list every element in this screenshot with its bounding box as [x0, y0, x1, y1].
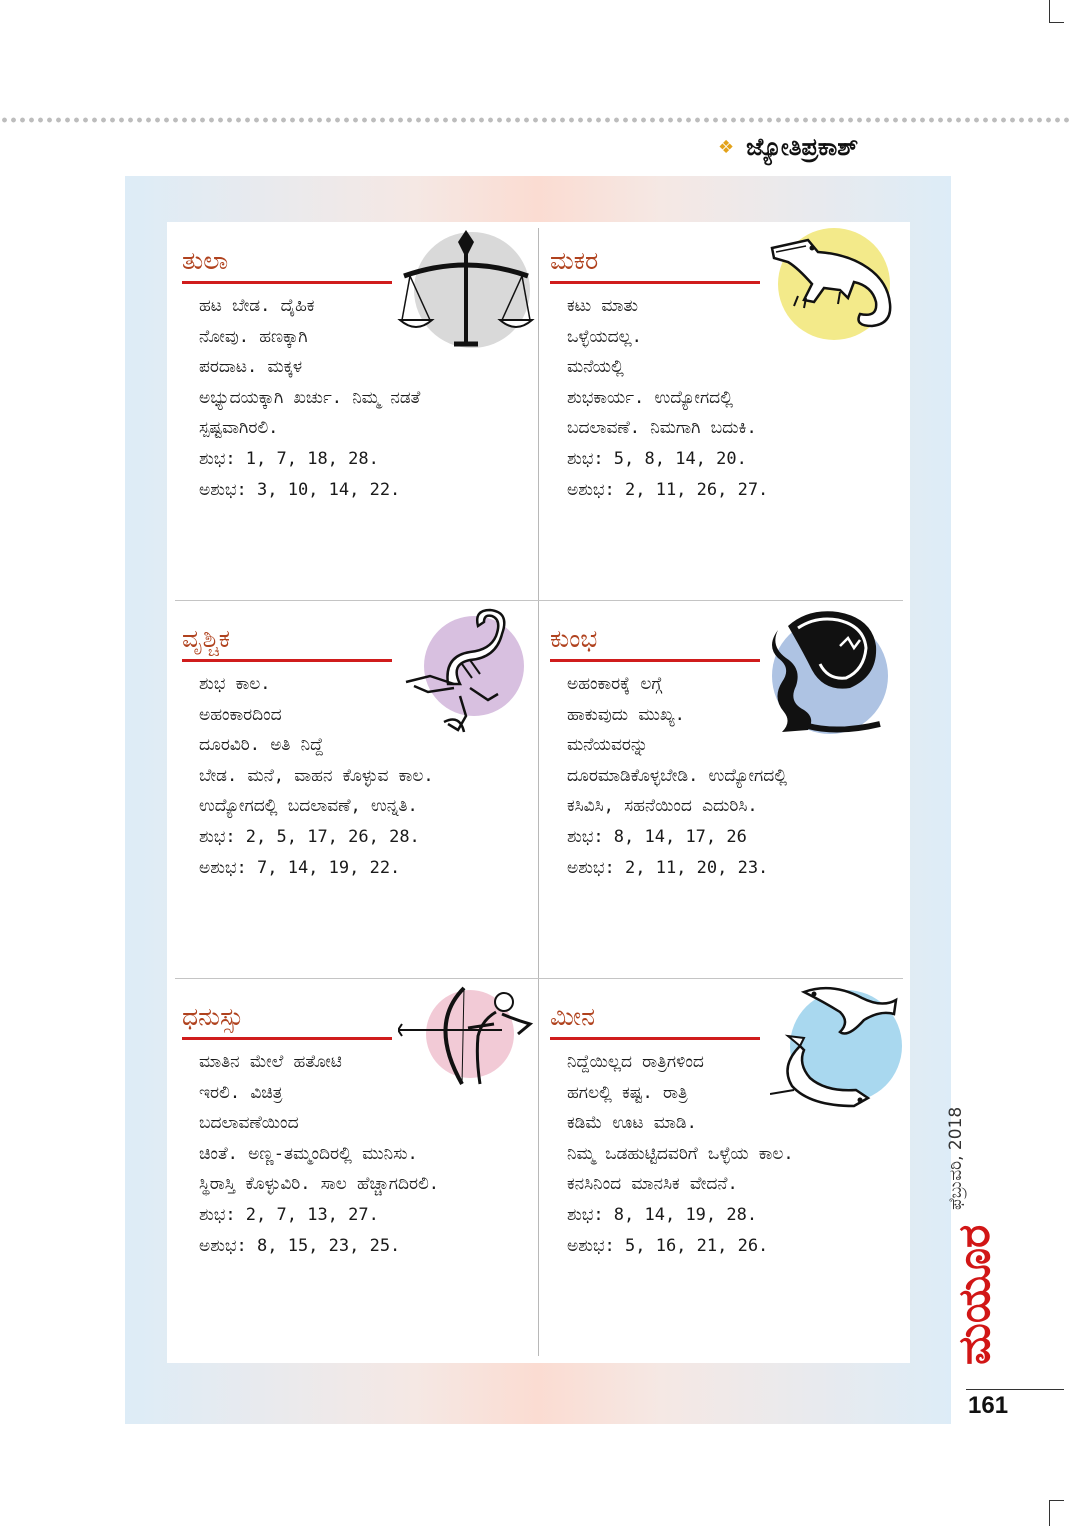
- text-line: ಕಡಿಮೆ ಊಟ ಮಾಡಿ.: [567, 1113, 697, 1134]
- text-line: ಬದಲಾವಣೆಯಿಂದ: [199, 1113, 299, 1134]
- text-line: ನಿಮ್ಮ ಒಡಹುಟ್ಟಿದವರಿಗೆ ಒಳ್ಳೆಯ ಕಾಲ.: [567, 1143, 794, 1164]
- text-line: ದೂರವಿರಿ. ಅತಿ ನಿದ್ದೆ: [199, 735, 324, 756]
- unlucky-numbers: ಅಶುಭ: 5, 16, 21, 26.: [567, 1235, 769, 1256]
- page-number-rule: [966, 1389, 1064, 1390]
- sign-rule: [182, 659, 392, 662]
- text-line: ಹಾಕುವುದು ಮುಖ್ಯ.: [567, 704, 685, 725]
- text-line: ಪರದಾಟ. ಮಕ್ಕಳ: [199, 357, 303, 378]
- sign-name: ತುಲಾ: [182, 246, 229, 275]
- text-line: ಮನೆಯಲ್ಲಿ: [567, 357, 624, 378]
- issue-date: ಫೆಬ್ರುವರಿ, 2018: [946, 1106, 966, 1210]
- text-line: ಉದ್ಯೋಗದಲ್ಲಿ ಬದಲಾವಣೆ, ಉನ್ನತಿ.: [199, 796, 418, 817]
- lucky-numbers: ಶುಭ: 2, 7, 13, 27.: [199, 1204, 379, 1225]
- row-divider: [175, 978, 903, 979]
- section-header: [718, 130, 938, 164]
- text-line: ಕಟು ಮಾತು: [567, 296, 638, 316]
- text-line: ಕಸಿವಿಸಿ, ಸಹನೆಯಿಂದ ಎದುರಿಸಿ.: [567, 796, 758, 817]
- sign-name: ಧನುಸ್ಸು: [182, 1002, 244, 1031]
- text-line: ಸ್ಪಷ್ಟವಾಗಿರಲಿ.: [199, 418, 279, 439]
- text-line: ಶುಭಕಾರ್ಯ. ಉದ್ಯೋಗದಲ್ಲಿ: [567, 387, 733, 408]
- lucky-numbers: ಶುಭ: 2, 5, 17, 26, 28.: [199, 826, 420, 847]
- crop-mark-bottom: [1049, 1500, 1064, 1526]
- scorpion-icon: [400, 604, 530, 738]
- text-line: ಇರಲಿ. ವಿಚಿತ್ರ: [199, 1082, 283, 1103]
- text-line: ಕನಸಿನಿಂದ ಮಾನಸಿಕ ವೇದನೆ.: [567, 1174, 738, 1195]
- unlucky-numbers: ಅಶುಭ: 3, 10, 14, 22.: [199, 479, 401, 500]
- text-line: ಅಹಂಕಾರದಿಂದ: [199, 704, 282, 725]
- row-divider: [175, 600, 903, 601]
- sign-name: ಮೀನ: [550, 1002, 596, 1031]
- text-line: ಹಟ ಬೇಡ. ದೈಹಿಕ: [199, 296, 315, 316]
- sign-rule: [182, 281, 392, 284]
- text-line: ಬೇಡ. ಮನೆ, ವಾಹನ ಕೊಳ್ಳುವ ಕಾಲ.: [199, 765, 434, 786]
- text-line: ಅಭ್ಯುದಯಕ್ಕಾಗಿ ಖರ್ಚು. ನಿಮ್ಮ ನಡತೆ: [199, 387, 421, 408]
- text-line: ಶುಭ ಕಾಲ.: [199, 674, 271, 694]
- capricorn-crocodile-icon: [768, 228, 908, 352]
- text-line: ಹಗಲಲ್ಲಿ ಕಷ್ಟ. ರಾತ್ರಿ: [567, 1082, 688, 1103]
- unlucky-numbers: ಅಶುಭ: 8, 15, 23, 25.: [199, 1235, 401, 1256]
- diamond-bullet-icon: ❖: [718, 136, 735, 158]
- text-line: ನೋವು. ಹಣಕ್ಕಾಗಿ: [199, 326, 308, 347]
- text-line: ಬದಲಾವಣೆ. ನಿಮಗಾಗಿ ಬದುಕಿ.: [567, 418, 757, 439]
- text-line: ಚಿಂತೆ. ಅಣ್ಣ-ತಮ್ಮಂದಿರಲ್ಲಿ ಮುನಿಸು.: [199, 1143, 418, 1164]
- text-line: ಒಳ್ಳೆಯದಲ್ಲ.: [567, 326, 642, 347]
- text-line: ನಿದ್ದೆಯಿಲ್ಲದ ರಾತ್ರಿಗಳಿಂದ: [567, 1052, 704, 1072]
- sign-name: ಮಕರ: [550, 246, 599, 275]
- magazine-logo: ಮಯೂರ: [949, 1224, 1000, 1365]
- sagittarius-archer-icon: [398, 984, 534, 1090]
- sign-rule: [550, 281, 760, 284]
- text-line: ಮನೆಯವರನ್ನು: [567, 735, 649, 756]
- sign-rule: [550, 659, 760, 662]
- sign-rule: [182, 1037, 392, 1040]
- lucky-numbers: ಶುಭ: 8, 14, 19, 28.: [567, 1204, 758, 1225]
- text-line: ಅಹಂಕಾರಕ್ಕೆ ಲಗ್ಗೆ: [567, 674, 663, 694]
- page-number: 161: [968, 1392, 1009, 1419]
- pisces-fish-icon: [770, 982, 904, 1116]
- lucky-numbers: ಶುಭ: 8, 14, 17, 26: [567, 826, 747, 847]
- sign-name: ವೃಶ್ಚಿಕ: [182, 624, 231, 653]
- unlucky-numbers: ಅಶುಭ: 2, 11, 20, 23.: [567, 857, 769, 878]
- text-line: ದೂರಮಾಡಿಕೊಳ್ಳಬೇಡಿ. ಉದ್ಯೋಗದಲ್ಲಿ: [567, 765, 788, 786]
- crop-mark-top: [1049, 0, 1064, 23]
- text-line: ಮಾತಿನ ಮೇಲೆ ಹತೋಟಿ: [199, 1052, 342, 1072]
- aquarius-pot-icon: [768, 606, 892, 740]
- dotted-divider: [0, 116, 1072, 124]
- section-title: ಜ್ಯೋತಿಪ್ರಕಾಶ್: [746, 133, 859, 161]
- unlucky-numbers: ಅಶುಭ: 7, 14, 19, 22.: [199, 857, 401, 878]
- sign-rule: [550, 1037, 760, 1040]
- lucky-numbers: ಶುಭ: 1, 7, 18, 28.: [199, 448, 379, 469]
- text-line: ಸ್ಥಿರಾಸ್ತಿ ಕೊಳ್ಳುವಿರಿ. ಸಾಲ ಹೆಚ್ಚಾಗದಿರಲಿ.: [199, 1174, 440, 1195]
- lucky-numbers: ಶುಭ: 5, 8, 14, 20.: [567, 448, 747, 469]
- unlucky-numbers: ಅಶುಭ: 2, 11, 26, 27.: [567, 479, 769, 500]
- libra-scales-icon: [396, 228, 536, 350]
- sign-name: ಕುಂಭ: [550, 624, 598, 653]
